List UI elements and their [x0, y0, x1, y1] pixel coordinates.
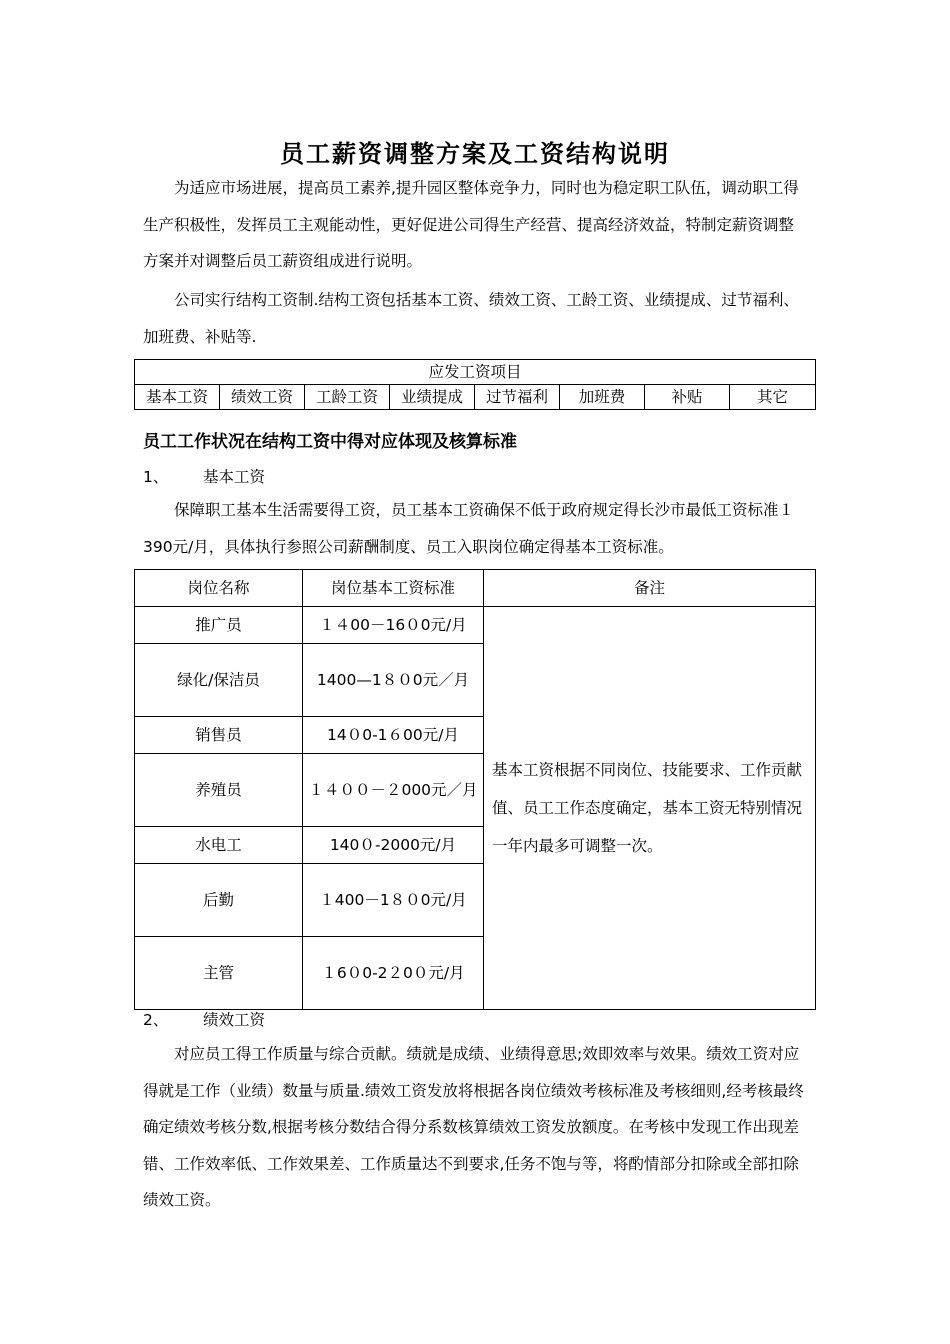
intro-paragraph-2: 公司实行结构工资制.结构工资包括基本工资、绩效工资、工龄工资、业绩提成、过节福利、加班费、补贴等. [143, 291, 799, 346]
standard-cell: 140０-2000元/月 [303, 827, 484, 864]
document-title: 员工薪资调整方案及工资结构说明 [280, 139, 670, 168]
position-cell: 销售员 [135, 717, 303, 754]
standard-cell: 14０0-1６00元/月 [303, 717, 484, 754]
position-cell: 水电工 [135, 827, 303, 864]
section-2-number: 2、 [143, 1011, 169, 1029]
section-1-paragraph: 保障职工基本生活需要得工资，员工基本工资确保不低于政府规定得长沙市最低工资标准１390元/月，具体执行参照公司薪酬制度、员工入职岗位确定得基本工资标准。 [143, 501, 795, 556]
pay-item-cell: 基本工资 [135, 385, 220, 410]
pay-items-table [134, 359, 816, 410]
section-1-title: 基本工资 [203, 468, 266, 486]
position-cell: 绿化/保洁员 [135, 644, 303, 717]
position-cell: 后勤 [135, 864, 303, 937]
salary-table-header: 岗位名称 [135, 570, 303, 607]
standard-cell: １４00－16０0元/月 [303, 607, 484, 644]
pay-item-cell: 加班费 [560, 385, 645, 410]
salary-table-header: 备注 [484, 570, 816, 607]
standard-cell: １400－1８０0元/月 [303, 864, 484, 937]
salary-standard-table [134, 569, 816, 1010]
pay-item-cell: 其它 [730, 385, 816, 410]
standard-cell: １４００－２000元／月 [303, 754, 484, 827]
remark-cell: 基本工资根据不同岗位、技能要求、工作贡献值、员工工作态度确定，基本工资无特别情况一年内最多可调整一次。 [484, 607, 816, 1010]
section-2-heading [143, 1008, 265, 1030]
standard-cell: １6０0-2２0０元/月 [303, 937, 484, 1010]
position-cell: 养殖员 [135, 754, 303, 827]
intro-paragraph-1: 为适应市场进展，提高员工素养,提升园区整体竞争力，同时也为稳定职工队伍，调动职工得生产积极性，发挥员工主观能动性，更好促进公司得生产经营、提高经济效益，特制定薪资调整方案并对调整后员工薪资组成进行说明。 [143, 179, 799, 270]
position-cell: 主管 [135, 937, 303, 1010]
standard-cell: 1400—1８０0元／月 [303, 644, 484, 717]
section-heading: 员工工作状况在结构工资中得对应体现及核算标准 [143, 432, 517, 452]
section-1-number: 1、 [143, 468, 169, 486]
pay-item-cell: 业绩提成 [390, 385, 475, 410]
section-2-paragraph: 对应员工得工作质量与综合贡献。绩就是成绩、业绩得意思;效即效率与效果。绩效工资对应得就是工作（业绩）数量与质量.绩效工资发放将根据各岗位绩效考核标准及考核细则,经考核最终确定绩效考核分数,根据考核分数结合得分系数核算绩效工资发放额度。在考核中发现工作出现差错、工作效率低、工作效果差、工作质量达不到要求,任务不饱与等，将酌情部分扣除或全部扣除绩效工资。 [143, 1045, 804, 1209]
pay-item-cell: 过节福利 [475, 385, 560, 410]
pay-item-cell: 工龄工资 [305, 385, 390, 410]
pay-item-cell: 绩效工资 [220, 385, 305, 410]
pay-item-cell: 补贴 [645, 385, 730, 410]
section-2-title: 绩效工资 [203, 1011, 266, 1029]
pay-items-header: 应发工资项目 [135, 360, 816, 385]
salary-table-header: 岗位基本工资标准 [303, 570, 484, 607]
position-cell: 推广员 [135, 607, 303, 644]
section-1-heading [143, 465, 265, 487]
